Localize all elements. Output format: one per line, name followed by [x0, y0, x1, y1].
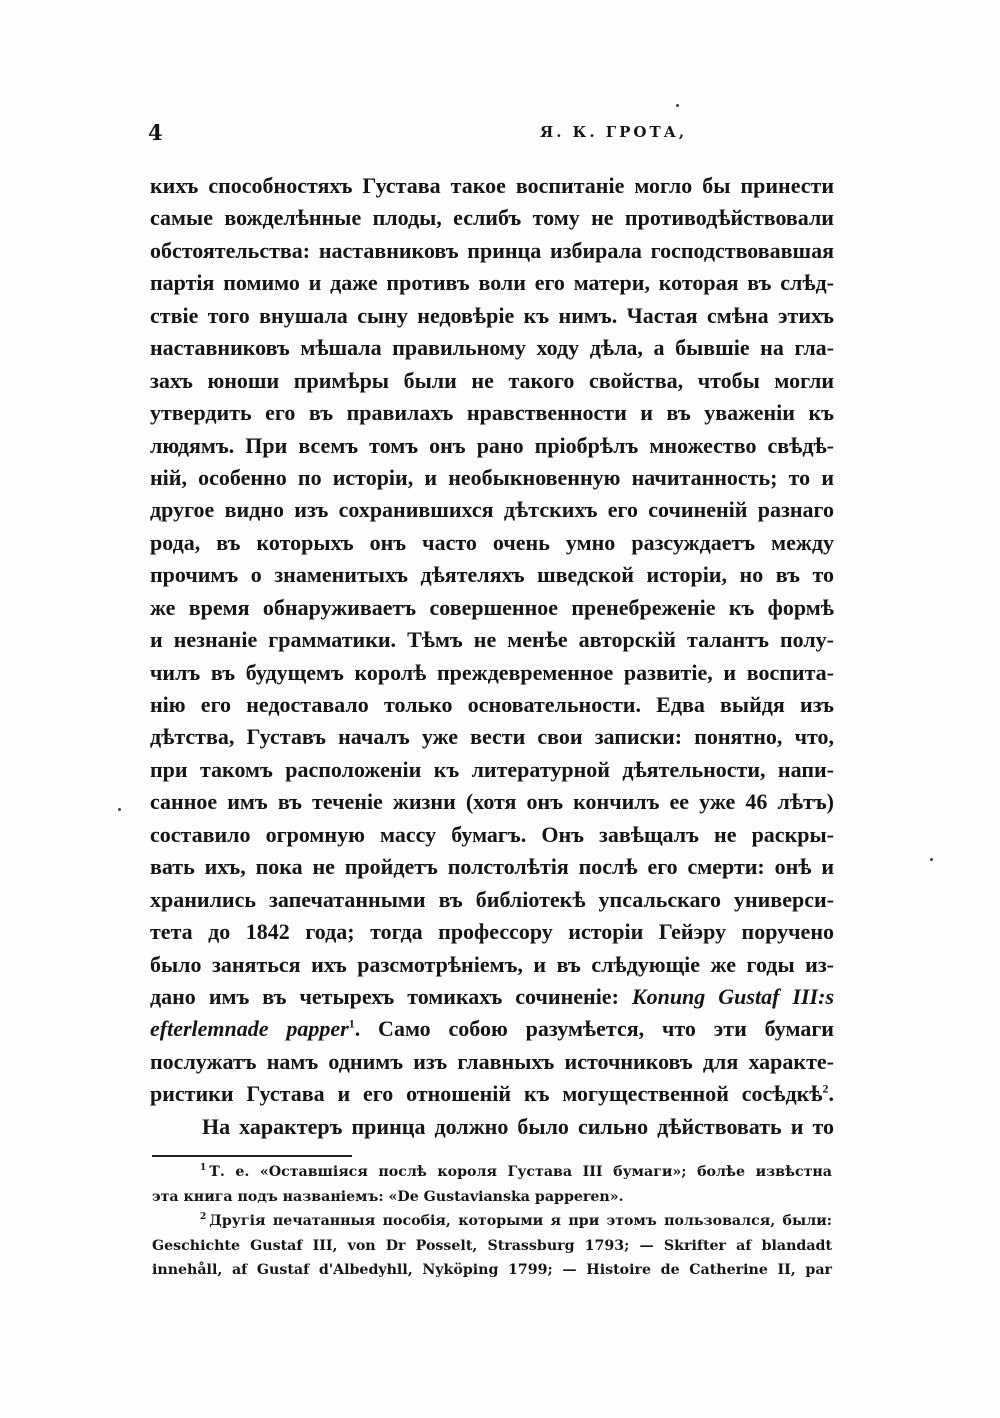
page-number: 4	[148, 120, 163, 145]
text-line: людямъ. При всемъ томъ онъ рано пріобрѣлъ множество свѣдѣ-	[150, 432, 834, 458]
footnote-1-line	[152, 1160, 832, 1185]
text-line: и незнаніе грамматики. Тѣмъ не менѣе авторскій талантъ полу-	[150, 627, 834, 653]
footnote-2-line: innehåll, af Gustaf d'Albedyhll, Nyköping 1799; — Histoire de Catherine II, par	[152, 1262, 832, 1278]
text-line	[150, 1078, 834, 1110]
paper-speck	[118, 808, 121, 811]
text-line: кихъ способностяхъ Густава такое воспитаніе могло бы принести	[150, 173, 834, 198]
text-line: захъ юноши примѣры были не такого свойства, чтобы могли	[150, 367, 834, 393]
text-line: наставниковъ мѣшала правильному ходу дѣла, а бывшіе на гла-	[150, 335, 834, 361]
text-line	[150, 1013, 834, 1045]
text-line: ствіе того внушала сыну недовѣріе къ нимъ. Частая смѣна этихъ	[150, 302, 834, 328]
text-line: дѣтства, Густавъ началъ уже вести свои записки: понятно, что,	[150, 724, 834, 750]
text-line: чилъ въ будущемъ королѣ преждевременное развитіе, и воспита-	[150, 659, 834, 685]
paragraph-start-line: На характеръ принца должно было сильно дѣйствовать и то	[202, 1113, 834, 1139]
footnote-divider	[152, 1155, 352, 1157]
text-line: было заняться ихъ разсмотрѣніемъ, и въ слѣдующіе же годы из-	[150, 951, 834, 977]
text-segment: ристики Густава и его отношеній къ могущественной сосѣдкѣ	[150, 1081, 823, 1107]
text-line: же время обнаруживаетъ совершенное пренебреженіе къ формѣ	[150, 594, 834, 620]
text-line: другое видно изъ сохранившихся дѣтскихъ его сочиненій разнаго	[150, 497, 834, 523]
book-title-italic: Konung Gustaf III:s	[631, 983, 835, 1009]
paper-speck	[930, 858, 933, 861]
text-line: самые вожделѣнные плоды, еслибъ тому не противодѣйствовали	[150, 205, 834, 231]
running-head: Я. К. ГРОТА,	[540, 123, 688, 141]
book-title-italic: efterlemnade papper	[150, 1016, 349, 1042]
text-segment: .	[828, 1081, 834, 1107]
footnote-2-line	[152, 1209, 832, 1234]
text-line: ній, особенно по исторіи, и необыкновенную начитанность; то и	[150, 464, 834, 490]
footnote-ref-2[interactable]: 2	[822, 1081, 829, 1096]
footnote-ref-1[interactable]: 1	[348, 1017, 355, 1032]
paper-speck	[676, 104, 679, 107]
text-line: хранились запечатанными въ библіотекѣ упсальскаго универси-	[150, 886, 834, 912]
text-line: обстоятельства: наставниковъ принца избирала господствовавшая	[150, 237, 834, 263]
text-segment: . Само собою разумѣется, что эти бумаги	[354, 1016, 834, 1042]
footnote-1-line: эта книга подъ названіемъ: «De Gustavianska papperen».	[152, 1188, 624, 1205]
page-header	[148, 120, 838, 150]
text-line: тета до 1842 года; тогда профессору исторіи Гейэру поручено	[150, 919, 834, 945]
text-segment: дано имъ въ четырехъ томикахъ сочиненіе:	[150, 983, 632, 1009]
text-line: партія помимо и даже противъ воли его матери, которая въ слѣд-	[150, 270, 834, 296]
text-line: прочимъ о знаменитыхъ дѣятеляхъ шведской исторіи, но въ то	[150, 562, 834, 588]
footnote-marker-2: 2	[200, 1212, 207, 1223]
text-line: рода, въ которыхъ онъ часто очень умно разсуждаетъ между	[150, 529, 834, 555]
text-line: вать ихъ, пока не пройдетъ полстолѣтія послѣ его смерти: онѣ и	[150, 854, 834, 880]
text-line	[150, 981, 834, 1013]
footnote-marker-1: 1	[200, 1163, 207, 1174]
footnote-text: Другія печатанныя пособія, которыми я при этомъ пользовался, были:	[209, 1213, 832, 1229]
text-line: при такомъ расположеніи къ литературной дѣятельности, напи-	[150, 756, 834, 782]
text-line: утвердить его въ правилахъ нравственности и въ уваженіи къ	[150, 400, 834, 426]
text-line: нію его недоставало только основательности. Едва выйдя изъ	[150, 692, 834, 717]
footnote-text: Т. е. «Оставшіяся послѣ короля Густава III бумаги»; болѣе извѣстна	[209, 1164, 832, 1180]
text-line: составило огромную массу бумагъ. Онъ завѣщалъ не раскры-	[150, 821, 834, 847]
footnote-2-line: Geschichte Gustaf III, von Dr Posselt, Strassburg 1793; — Skrifter af blandadt	[152, 1237, 832, 1254]
text-line: санное имъ въ теченіе жизни (хотя онъ кончилъ ее уже 46 лѣтъ)	[150, 789, 834, 815]
main-text	[150, 170, 834, 1143]
footnotes	[152, 1160, 832, 1283]
text-line: послужатъ намъ однимъ изъ главныхъ источниковъ для характе-	[150, 1048, 834, 1074]
